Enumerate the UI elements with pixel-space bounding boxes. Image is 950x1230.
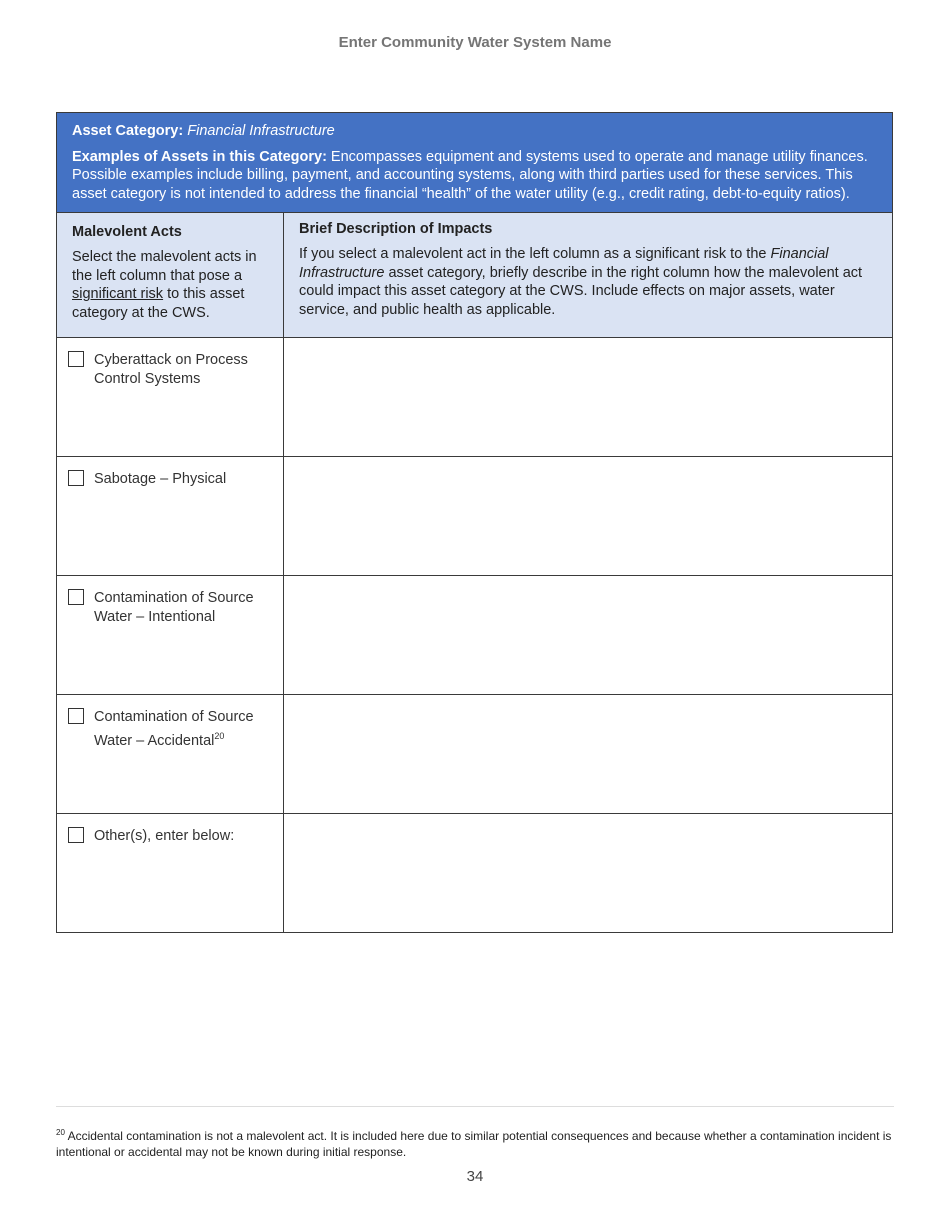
- checkbox-sabotage[interactable]: [68, 470, 84, 486]
- instructions-part-2: to this asset category at the CWS.: [72, 286, 245, 321]
- asset-category-line: [72, 122, 878, 141]
- malevolent-acts-header: [57, 213, 284, 337]
- footnote-number: 20: [56, 1128, 65, 1137]
- footnote-text: Accidental contamination is not a malevolent act. It is included here due to similar potential consequences and because whether a contamination incident is intentional or accidental may not be known during initial response.: [56, 1129, 892, 1159]
- act-cell: [57, 814, 284, 932]
- examples-label: Examples of Assets in this Category:: [72, 148, 327, 165]
- act-cell: [57, 457, 284, 575]
- impact-input-other[interactable]: [284, 814, 892, 932]
- act-row-cyberattack: [57, 337, 892, 456]
- act-label-text: Sabotage – Physical: [94, 471, 227, 487]
- category-banner: [57, 113, 892, 213]
- act-label-text: Contamination of Source Water – Intentional: [94, 590, 254, 625]
- act-label-text: Other(s), enter below:: [94, 828, 235, 844]
- checkbox-contamination-accidental[interactable]: [68, 708, 84, 724]
- asset-category-value: Financial Infrastructure: [187, 123, 335, 139]
- footnote-reference: 20: [214, 730, 225, 741]
- impact-cell: [284, 457, 892, 575]
- footnote-divider: [56, 1106, 894, 1107]
- act-label-text: [94, 708, 275, 750]
- significant-risk-text: significant risk: [72, 286, 164, 302]
- malevolent-acts-instructions: [72, 248, 273, 322]
- act-cell: [57, 695, 284, 813]
- checkbox-cyberattack[interactable]: [68, 351, 84, 367]
- act-option-contamination-accidental[interactable]: [68, 708, 275, 750]
- impact-cell: [284, 695, 892, 813]
- impact-cell: [284, 576, 892, 694]
- checkbox-other[interactable]: [68, 827, 84, 843]
- asset-category-label: Asset Category:: [72, 123, 184, 139]
- act-label-text: Cyberattack on Process Control Systems: [94, 352, 248, 387]
- examples-line: [72, 148, 878, 204]
- page-number: 34: [466, 1168, 484, 1185]
- act-option-other[interactable]: [68, 827, 275, 846]
- impacts-part-1: If you select a malevolent act in the left column as a significant risk to the: [299, 246, 771, 262]
- impact-input-contamination-intentional[interactable]: [284, 576, 892, 694]
- impact-input-cyberattack[interactable]: [284, 338, 892, 456]
- asset-category-form: [56, 112, 893, 933]
- act-row-sabotage: [57, 456, 892, 575]
- impact-input-contamination-accidental[interactable]: [284, 695, 892, 813]
- checkbox-contamination-intentional[interactable]: [68, 589, 84, 605]
- page-header: [0, 34, 950, 51]
- act-option-contamination-intentional[interactable]: [68, 589, 275, 626]
- impacts-title: Brief Description of Impacts: [299, 221, 493, 237]
- impacts-instructions: [299, 245, 878, 319]
- footnote: [56, 1125, 894, 1160]
- examples-text: Encompasses equipment and systems used to operate and manage utility finances. Possible examples include billing, payment, and accounting systems, along with third parties used for these services. This asset category is not intended to address the financial “health” of the water utility (e.g., credit rating, debt-to-equity ratios).: [72, 148, 868, 202]
- malevolent-acts-title: Malevolent Acts: [72, 224, 182, 240]
- impacts-header: [284, 213, 892, 337]
- act-label-main: Contamination of Source Water – Accidental: [94, 709, 254, 749]
- act-row-other: [57, 813, 892, 932]
- impact-input-sabotage[interactable]: [284, 457, 892, 575]
- system-name-field[interactable]: [265, 34, 685, 51]
- acts-table: [57, 213, 892, 932]
- table-header-row: [57, 213, 892, 337]
- act-cell: [57, 338, 284, 456]
- impact-cell: [284, 814, 892, 932]
- act-option-cyberattack[interactable]: [68, 351, 275, 388]
- impacts-category-italic: Financial Infrastructure: [299, 246, 829, 281]
- act-option-sabotage[interactable]: [68, 470, 275, 489]
- impact-cell: [284, 338, 892, 456]
- act-cell: [57, 576, 284, 694]
- instructions-part-1: Select the malevolent acts in the left column that pose a: [72, 249, 257, 284]
- impacts-part-2: asset category, briefly describe in the right column how the malevolent act could impact this asset category at the CWS. Include effects on major assets, water service, and public health as applicable.: [299, 264, 863, 318]
- act-row-contamination-intentional: [57, 575, 892, 694]
- act-row-contamination-accidental: [57, 694, 892, 813]
